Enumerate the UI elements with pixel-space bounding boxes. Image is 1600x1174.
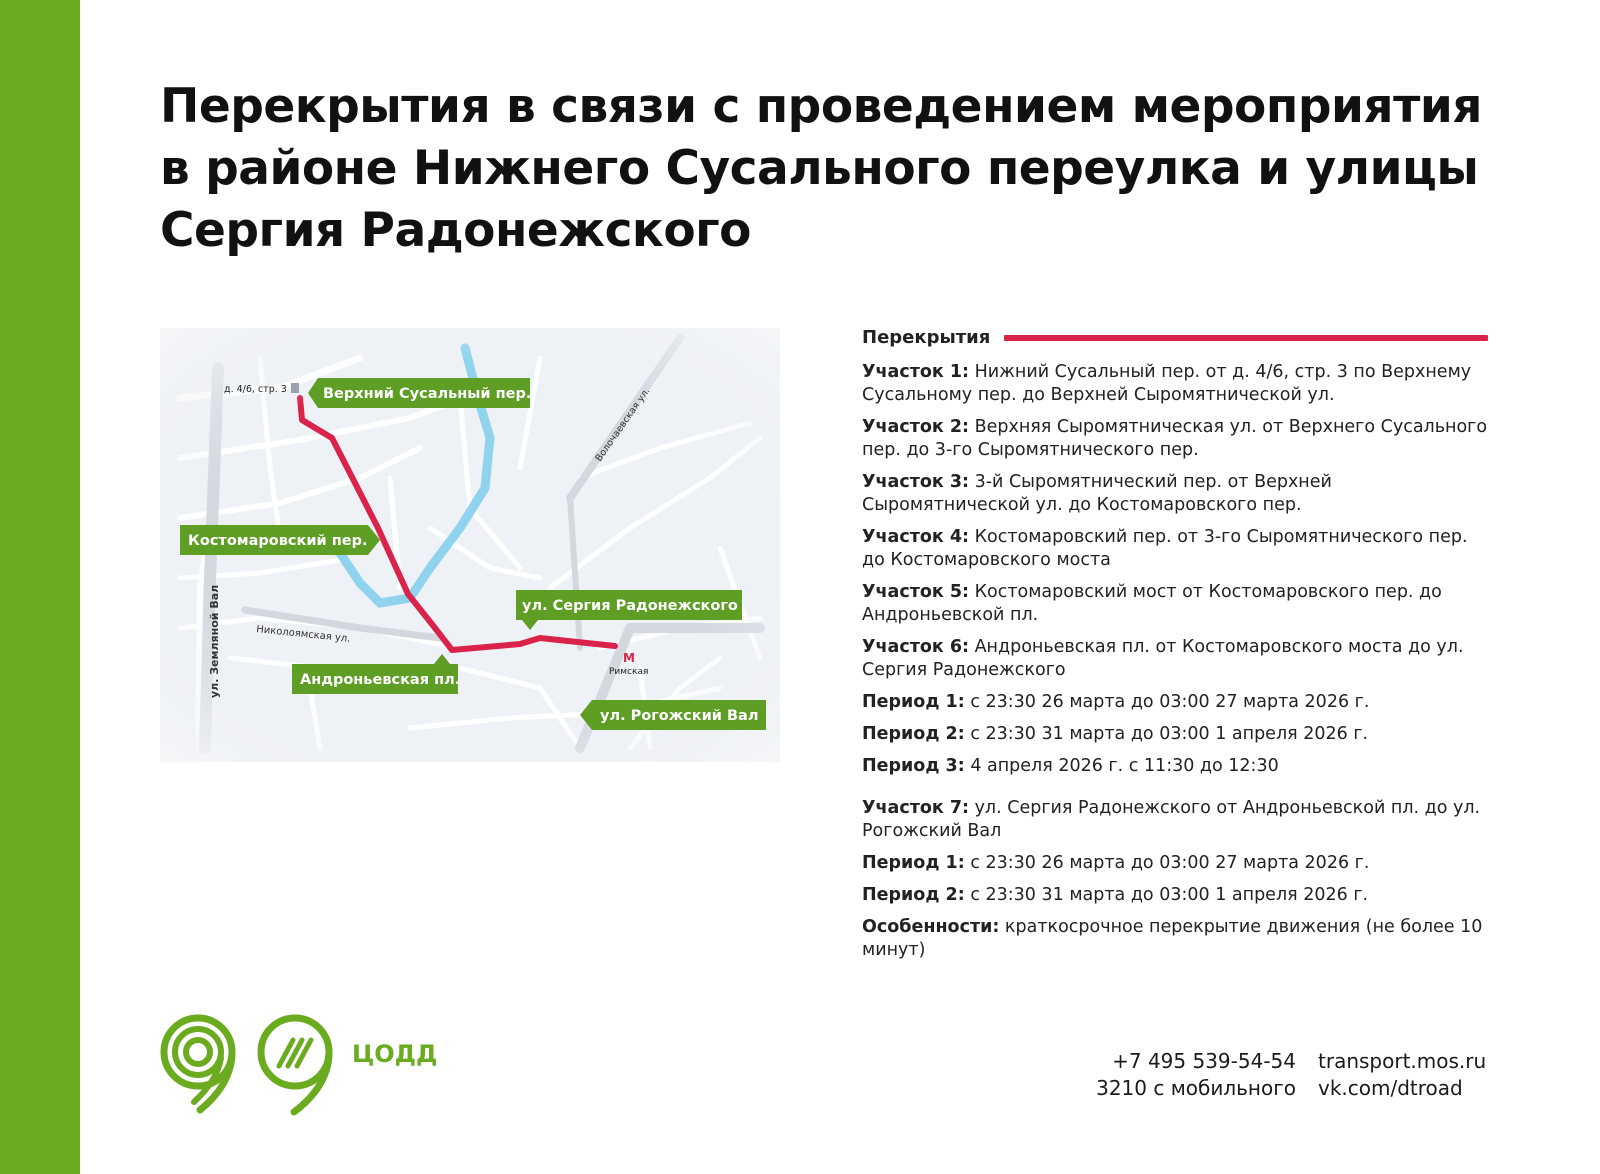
period-entry [862,723,1488,746]
period-entry [862,755,1488,778]
vk-link[interactable]: vk.com/dtroad [1318,1076,1463,1100]
period-text: с 23:30 31 марта до 03:00 1 апреля 2026 г. [970,885,1369,905]
section-head: Участок 5: [862,582,969,602]
verkhniy-tag [308,378,531,408]
moscow-nine-icon [164,1018,232,1110]
features-entry [862,916,1488,962]
metro-icon: M [623,651,635,665]
volochaevskaya-label: Волочаевская ул. [593,385,653,464]
section-text: Верхняя Сыромятническая ул. от Верхнего Сусального пер. до 3-го Сыромятнического пер. [862,417,1488,460]
zemlyanoy-label: ул. Земляной Вал [208,584,221,698]
closures-info [862,326,1488,971]
period-head: Период 2: [862,885,965,905]
sergiya-label: ул. Сергия Радонежского [522,598,738,614]
section-text: ул. Сергия Радонежского от Андроньевской пл. до ул. Рогожский Вал [862,798,1481,841]
kostomarovsky-label: Костомаровский пер. [188,533,368,549]
section-entry [862,526,1488,572]
closure-map [160,328,780,762]
legend-label: Перекрытия [862,327,991,348]
contact-links [1318,1048,1486,1102]
building-label: д. 4/6, стр. 3 [224,384,287,395]
section-entry [862,581,1488,627]
title-line-2: в районе Нижнего Сусального переулка и улицы [160,141,1479,196]
section-head: Участок 3: [862,472,969,492]
period-entry [862,691,1488,714]
period-head: Период 3: [862,756,965,776]
period-head: Период 2: [862,724,965,744]
codd-logo [160,1010,460,1120]
rogozhsky-label: ул. Рогожский Вал [600,708,759,724]
section-text: 3-й Сыромятнический пер. от Верхней Сыромятнической ул. до Костомаровского пер. [862,472,1332,515]
rogozhsky-tag [580,700,766,730]
spacer [862,787,1488,797]
period-entry [862,884,1488,907]
metro-label: Римская [609,667,649,677]
green-side-bar [0,0,80,1174]
legend [862,326,1488,349]
features-text: краткосрочное перекрытие движения (не более 10 минут) [862,917,1483,960]
verkhniy-label: Верхний Сусальный пер. [323,386,532,402]
period-text: с 23:30 26 марта до 03:00 27 марта 2026 г. [970,692,1370,712]
section-entry [862,797,1488,843]
legend-line [1004,335,1488,341]
title-line-3: Сергия Радонежского [160,203,751,258]
section-text: Нижний Сусальный пер. от д. 4/6, стр. 3 по Верхнему Сусальному пер. до Верхней Сыромятнической ул. [862,362,1472,405]
section-entry [862,471,1488,517]
phone-number[interactable]: +7 495 539-54-54 [1112,1049,1296,1073]
period-head: Период 1: [862,692,965,712]
features-head: Особенности: [862,917,1000,937]
period-text: 4 апреля 2026 г. с 11:30 до 12:30 [970,756,1279,776]
building-marker [291,383,299,393]
traffic-nine-icon [261,1018,329,1112]
kostomarovsky-tag [180,525,380,555]
section-head: Участок 2: [862,417,969,437]
period-head: Период 1: [862,853,965,873]
section-entry [862,416,1488,462]
mobile-number: 3210 с мобильного [1096,1076,1296,1100]
site-link[interactable]: transport.mos.ru [1318,1049,1487,1073]
section-entry [862,361,1488,407]
period-text: с 23:30 31 марта до 03:00 1 апреля 2026 г. [970,724,1369,744]
section-text: Костомаровский мост от Костомаровского пер. до Андроньевской пл. [862,582,1442,625]
period-text: с 23:30 26 марта до 03:00 27 марта 2026 г. [970,853,1370,873]
codd-logo-text: ЦОДД [352,1040,438,1068]
section-text: Костомаровский пер. от 3-го Сыромятнического пер. до Костомаровского моста [862,527,1468,570]
section-head: Участок 7: [862,798,969,818]
section-head: Участок 6: [862,637,969,657]
nikoloyamskaya-label: Николоямская ул. [255,624,351,645]
andronevskaya-label: Андроньевская пл. [300,672,461,688]
section-head: Участок 4: [862,527,969,547]
section-entry [862,636,1488,682]
title-line-1: Перекрытия в связи с проведением мероприятия [160,79,1482,134]
contact-phones [1084,1048,1296,1102]
period-entry [862,852,1488,875]
page-title [160,76,1490,262]
section-head: Участок 1: [862,362,969,382]
section-text: Андроньевская пл. от Костомаровского моста до ул. Сергия Радонежского [862,637,1464,680]
